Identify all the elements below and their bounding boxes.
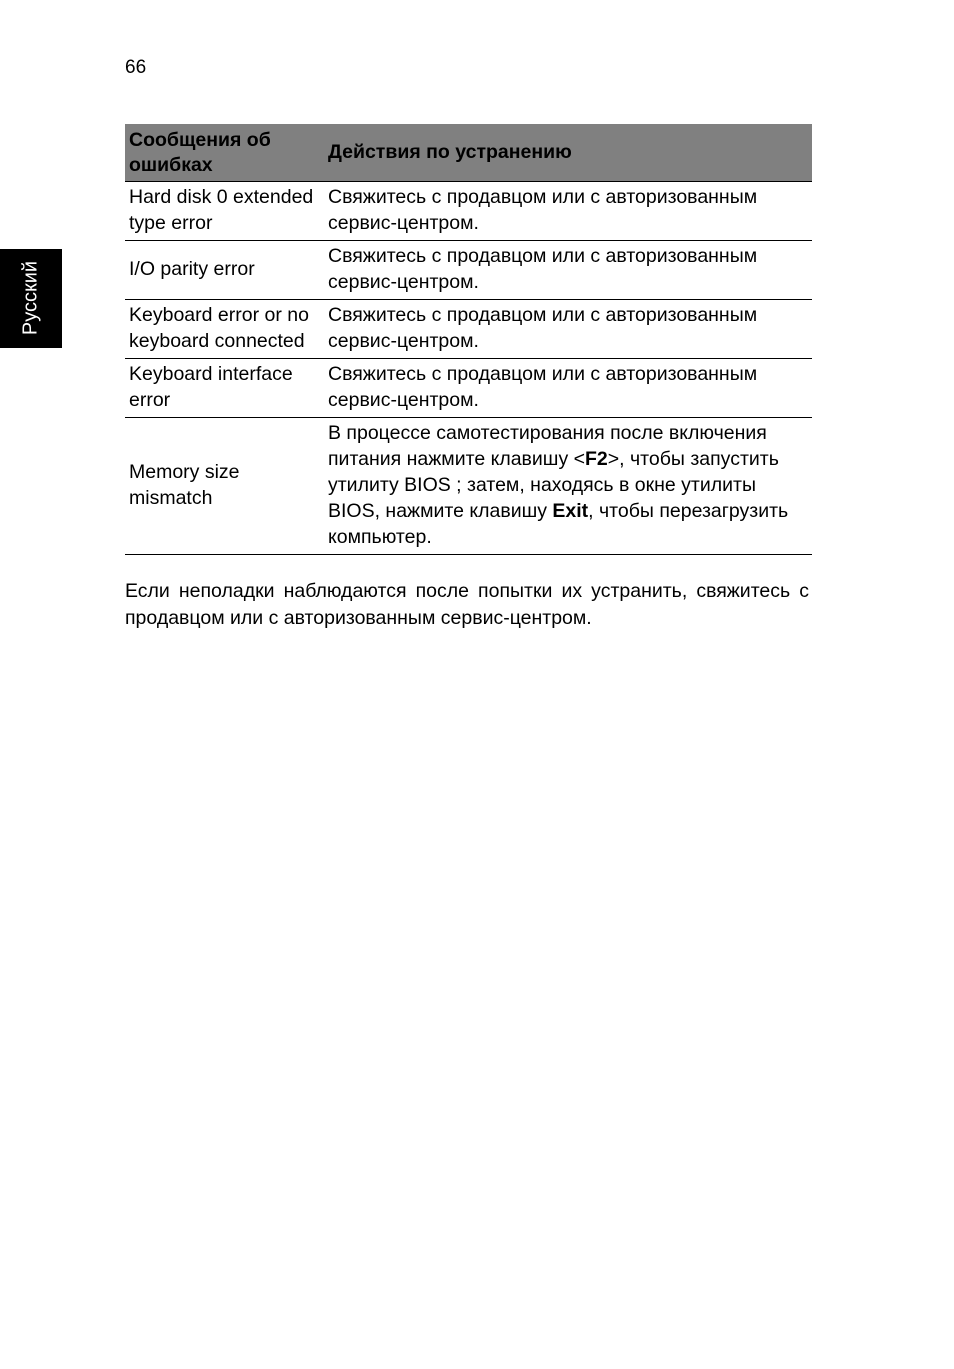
table-row	[125, 300, 812, 359]
error-message-cell: I/O parity error	[125, 241, 324, 300]
action-cell: Свяжитесь с продавцом или с авторизованным сервис-центром.	[324, 359, 812, 418]
action-cell: Свяжитесь с продавцом или с авторизованным сервис-центром.	[324, 300, 812, 359]
table-row	[125, 182, 812, 241]
error-message-cell: Hard disk 0 extended type error	[125, 182, 324, 241]
error-message-cell: Memory size mismatch	[125, 418, 324, 555]
table-row	[125, 418, 812, 555]
action-text: В процессе самотестирования после включения питания нажмите клавишу <	[328, 422, 767, 470]
footer-note: Если неполадки наблюдаются после попытки их устранить, свяжитесь с продавцом или с авторизованным сервис-центром.	[125, 580, 809, 629]
key-name-exit: Exit	[552, 500, 589, 522]
error-message-cell: Keyboard interface error	[125, 359, 324, 418]
table-header-row	[125, 124, 812, 182]
error-message-cell: Keyboard error or no keyboard connected	[125, 300, 324, 359]
table-row	[125, 359, 812, 418]
action-cell: Свяжитесь с продавцом или с авторизованным сервис-центром.	[324, 241, 812, 300]
action-text: , чтобы перезагрузить компьютер.	[328, 500, 789, 548]
action-cell: Свяжитесь с продавцом или с авторизованным сервис-центром.	[324, 182, 812, 241]
action-text: >, чтобы запустить утилиту BIOS ; затем, находясь в окне утилиты BIOS, нажмите клавишу	[328, 448, 779, 522]
language-side-tab	[0, 249, 62, 348]
header-error-messages: Сообщения об ошибках	[125, 124, 324, 182]
table-row	[125, 241, 812, 300]
action-cell	[324, 418, 812, 555]
page-number: 66	[125, 57, 147, 78]
header-corrective-actions: Действия по устранению	[324, 124, 812, 182]
error-messages-table	[125, 124, 812, 555]
language-side-tab-label: Русский	[19, 260, 42, 336]
key-name-f2: F2	[585, 448, 608, 470]
